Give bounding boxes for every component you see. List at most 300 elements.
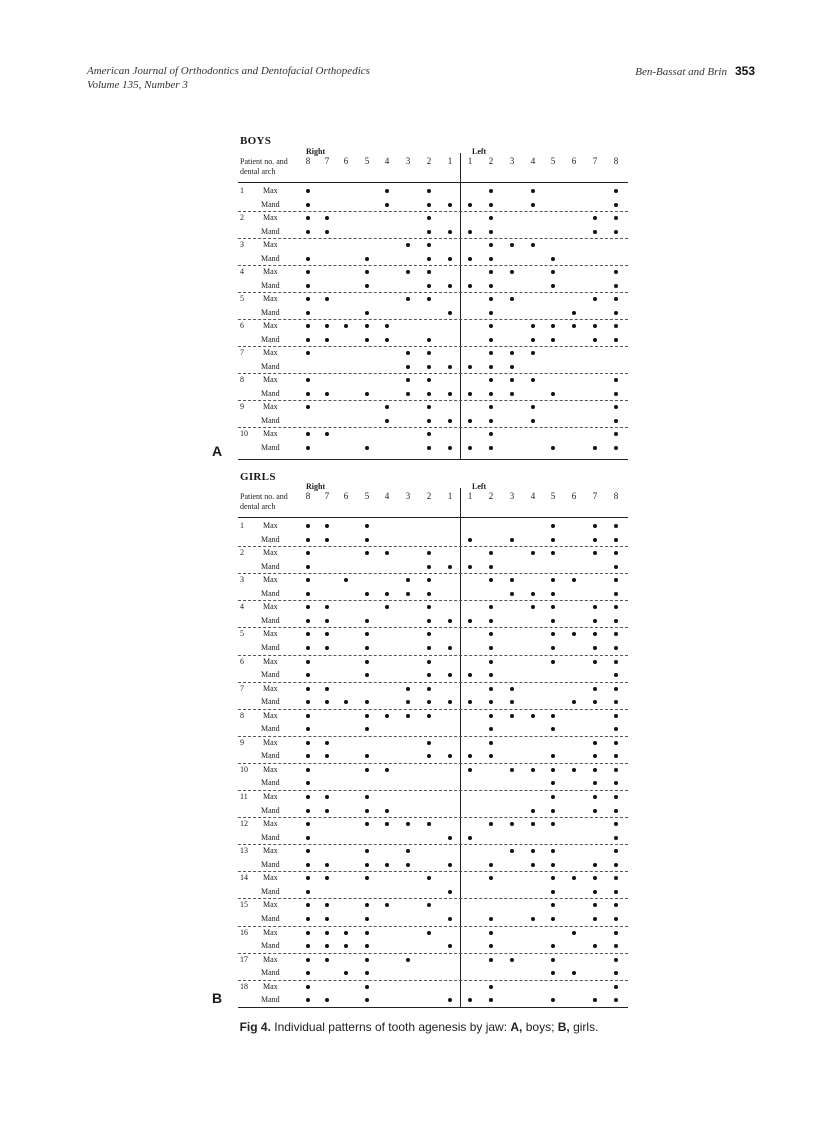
panel-b-agenesis-dot — [489, 917, 493, 921]
panel-a-agenesis-dot — [510, 243, 514, 247]
panel-b-patient-separator — [238, 600, 628, 601]
panel-b-agenesis-dot — [427, 876, 431, 880]
panel-b-agenesis-dot — [614, 660, 618, 664]
panel-b-agenesis-dot — [365, 795, 369, 799]
panel-a-patient-number: 7 — [240, 348, 244, 357]
panel-b-agenesis-dot — [448, 998, 452, 1002]
panel-b-agenesis-dot — [365, 849, 369, 853]
panel-b-agenesis-dot — [325, 700, 329, 704]
panel-b-agenesis-dot — [325, 944, 329, 948]
panel-b-agenesis-dot — [489, 741, 493, 745]
panel-a-agenesis-dot — [593, 216, 597, 220]
panel-a-arch-label-max: Max — [263, 321, 278, 330]
panel-b-agenesis-dot — [427, 619, 431, 623]
panel-a-agenesis-dot — [489, 432, 493, 436]
panel-b-agenesis-dot — [489, 605, 493, 609]
panel-a-patient-number: 5 — [240, 294, 244, 303]
panel-a-midline — [460, 153, 461, 459]
panel-a-agenesis-dot — [489, 311, 493, 315]
panel-b-patient-separator — [238, 763, 628, 764]
panel-b-agenesis-dot — [551, 998, 555, 1002]
panel-b-agenesis-dot — [551, 605, 555, 609]
panel-b-agenesis-dot — [325, 619, 329, 623]
panel-b-agenesis-dot — [468, 565, 472, 569]
panel-b-agenesis-dot — [427, 605, 431, 609]
panel-b-agenesis-dot — [510, 768, 514, 772]
panel-b-tooth-number: 1 — [467, 491, 473, 501]
panel-b-header-rule — [238, 517, 628, 518]
panel-a-agenesis-dot — [614, 203, 618, 207]
panel-b-agenesis-dot — [593, 551, 597, 555]
panel-b-patient-number: 4 — [240, 602, 244, 612]
panel-b-agenesis-dot — [406, 863, 410, 867]
panel-a-arch-label-mand: Mand — [261, 280, 280, 290]
panel-b-arch-label-mand: Mand — [261, 534, 280, 544]
panel-b-agenesis-dot — [306, 931, 310, 935]
panel-b-agenesis-dot — [306, 673, 310, 677]
panel-b-midline — [460, 488, 461, 1007]
panel-a-tooth-number: 3 — [405, 156, 411, 166]
panel-b-agenesis-dot — [489, 619, 493, 623]
panel-a-tooth-number: 7 — [592, 156, 598, 166]
panel-b-agenesis-dot — [593, 917, 597, 921]
panel-a-patient-separator — [238, 238, 628, 239]
panel-b-agenesis-dot — [325, 903, 329, 907]
panel-b-agenesis-dot — [448, 619, 452, 623]
panel-b-tooth-number: 8 — [305, 491, 311, 501]
panel-b-agenesis-dot — [593, 632, 597, 636]
caption-text: Individual patterns of tooth agenesis by jaw: — [270, 1020, 511, 1034]
panel-b-agenesis-dot — [385, 822, 389, 826]
panel-b-arch-label-max: Max — [263, 737, 278, 747]
panel-a-agenesis-dot — [531, 203, 535, 207]
panel-a-agenesis-dot — [531, 378, 535, 382]
panel-b-patient-number: 7 — [240, 683, 244, 693]
panel-a-agenesis-dot — [427, 419, 431, 423]
panel-b-agenesis-dot — [306, 578, 310, 582]
panel-b-agenesis-dot — [325, 687, 329, 691]
panel-b-agenesis-dot — [427, 754, 431, 758]
panel-b-agenesis-dot — [325, 632, 329, 636]
panel-b-letter: B — [212, 990, 223, 1006]
panel-a-agenesis-dot — [406, 243, 410, 247]
panel-b-arch-label-mand: Mand — [261, 588, 280, 598]
panel-a-agenesis-dot — [489, 405, 493, 409]
panel-a-arch-label-mand: Mand — [261, 199, 280, 209]
panel-b-agenesis-dot — [593, 754, 597, 758]
panel-a-agenesis-dot — [385, 419, 389, 423]
panel-b-agenesis-dot — [448, 646, 452, 650]
panel-a-tooth-number: 6 — [571, 156, 577, 166]
panel-a-head-label — [240, 157, 288, 177]
panel-b-agenesis-dot — [306, 795, 310, 799]
panel-b-agenesis-dot — [385, 605, 389, 609]
panel-b-agenesis-dot — [365, 551, 369, 555]
panel-b-agenesis-dot — [365, 985, 369, 989]
panel-b-patient-number: 5 — [240, 629, 244, 639]
panel-a-agenesis-dot — [551, 284, 555, 288]
panel-a-arch-label-mand: Mand — [261, 415, 280, 425]
panel-b-agenesis-dot — [306, 863, 310, 867]
panel-b-agenesis-dot — [385, 809, 389, 813]
panel-b-agenesis-dot — [551, 714, 555, 718]
panel-b-arch-label-max: Max — [263, 521, 278, 530]
panel-b-patient-number: 8 — [240, 710, 244, 720]
panel-b-arch-label-max: Max — [263, 602, 278, 612]
panel-b-right-label: Right — [306, 482, 326, 491]
panel-a-arch-label-mand: Mand — [261, 307, 280, 317]
panel-b-agenesis-dot — [593, 619, 597, 623]
panel-b-patient-separator — [238, 546, 628, 547]
panel-a-arch-label-max: Max — [263, 267, 278, 276]
panel-b-agenesis-dot — [427, 687, 431, 691]
panel-b-patient-number: 2 — [240, 548, 244, 558]
panel-b-agenesis-dot — [614, 714, 618, 718]
panel-b-patient-separator — [238, 736, 628, 737]
panel-b-agenesis-dot — [365, 700, 369, 704]
panel-a-agenesis-dot — [325, 216, 329, 220]
figure-caption — [0, 1020, 838, 1034]
panel-b-agenesis-dot — [614, 903, 618, 907]
panel-b-agenesis-dot — [365, 592, 369, 596]
panel-b-agenesis-dot — [365, 931, 369, 935]
panel-b-agenesis-dot — [365, 917, 369, 921]
panel-b-agenesis-dot — [510, 578, 514, 582]
panel-b-patient-separator — [238, 953, 628, 954]
panel-a-agenesis-dot — [427, 365, 431, 369]
panel-b-agenesis-dot — [593, 660, 597, 664]
panel-b-agenesis-dot — [614, 849, 618, 853]
running-header-right — [635, 64, 755, 79]
panel-b-agenesis-dot — [531, 822, 535, 826]
panel-b-agenesis-dot — [551, 754, 555, 758]
panel-a-agenesis-dot — [551, 392, 555, 396]
panel-a-agenesis-dot — [489, 324, 493, 328]
panel-b-agenesis-dot — [325, 917, 329, 921]
panel-b-agenesis-dot — [551, 768, 555, 772]
panel-b-agenesis-dot — [593, 538, 597, 542]
panel-b-tooth-number: 7 — [324, 491, 330, 501]
panel-b-patient-separator — [238, 980, 628, 981]
panel-b-agenesis-dot — [614, 944, 618, 948]
panel-b-agenesis-dot — [325, 863, 329, 867]
panel-b-agenesis-dot — [306, 741, 310, 745]
panel-a-patient-separator — [238, 346, 628, 347]
panel-a-agenesis-dot — [325, 432, 329, 436]
panel-b-agenesis-dot — [489, 958, 493, 962]
panel-a-agenesis-dot — [427, 243, 431, 247]
panel-a-agenesis-dot — [551, 270, 555, 274]
panel-b-agenesis-dot — [614, 700, 618, 704]
panel-b-agenesis-dot — [551, 578, 555, 582]
panel-b-agenesis-dot — [614, 971, 618, 975]
panel-a-head-label-line1: Patient no. and — [240, 157, 288, 166]
panel-a-arch-label-max: Max — [263, 186, 278, 195]
panel-b-agenesis-dot — [306, 944, 310, 948]
panel-a-agenesis-dot — [306, 311, 310, 315]
panel-a-agenesis-dot — [489, 392, 493, 396]
panel-a-agenesis-dot — [427, 446, 431, 450]
panel-a-agenesis-dot — [489, 257, 493, 261]
panel-b-arch-label-max: Max — [263, 764, 278, 774]
panel-b-arch-label-mand: Mand — [261, 642, 280, 652]
panel-b-agenesis-dot — [406, 958, 410, 962]
panel-b-arch-label-max: Max — [263, 710, 278, 720]
panel-b-agenesis-dot — [306, 958, 310, 962]
panel-a-agenesis-dot — [468, 284, 472, 288]
panel-b-agenesis-dot — [489, 944, 493, 948]
panel-a-tooth-number: 8 — [613, 156, 619, 166]
panel-b-agenesis-dot — [593, 809, 597, 813]
panel-b-agenesis-dot — [325, 958, 329, 962]
panel-a-agenesis-dot — [365, 311, 369, 315]
panel-b-agenesis-dot — [325, 538, 329, 542]
panel-a-patient-separator — [238, 400, 628, 401]
panel-b-tooth-number: 2 — [488, 491, 494, 501]
panel-b-agenesis-dot — [551, 538, 555, 542]
panel-b-patient-separator — [238, 627, 628, 628]
panel-b-agenesis-dot — [306, 971, 310, 975]
panel-b-agenesis-dot — [489, 565, 493, 569]
panel-b-agenesis-dot — [365, 727, 369, 731]
panel-a-agenesis-dot — [325, 297, 329, 301]
panel-a-agenesis-dot — [614, 446, 618, 450]
panel-b-agenesis-dot — [614, 605, 618, 609]
panel-a-patient-separator — [238, 427, 628, 428]
panel-a-agenesis-dot — [344, 324, 348, 328]
panel-b-agenesis-dot — [385, 768, 389, 772]
panel-b-patient-number: 10 — [240, 764, 248, 774]
panel-b-arch-label-max: Max — [263, 683, 278, 693]
panel-b-agenesis-dot — [448, 565, 452, 569]
panel-b-agenesis-dot — [448, 890, 452, 894]
panel-b-patient-number: 9 — [240, 737, 244, 747]
panel-b-agenesis-dot — [427, 903, 431, 907]
panel-b-agenesis-dot — [614, 985, 618, 989]
panel-a-arch-label-max: Max — [263, 213, 278, 222]
panel-b-agenesis-dot — [468, 538, 472, 542]
panel-a-agenesis-dot — [489, 216, 493, 220]
panel-b-agenesis-dot — [531, 592, 535, 596]
panel-b-patient-separator — [238, 898, 628, 899]
panel-b-agenesis-dot — [448, 754, 452, 758]
panel-a-agenesis-dot — [531, 405, 535, 409]
panel-a-agenesis-dot — [427, 405, 431, 409]
panel-b-head-label — [240, 492, 288, 512]
panel-a-agenesis-dot — [531, 324, 535, 328]
panel-b-agenesis-dot — [365, 673, 369, 677]
panel-b-agenesis-dot — [614, 687, 618, 691]
panel-b-agenesis-dot — [614, 741, 618, 745]
panel-b-agenesis-dot — [406, 822, 410, 826]
panel-a-agenesis-dot — [614, 216, 618, 220]
panel-a-agenesis-dot — [306, 297, 310, 301]
panel-a-agenesis-dot — [448, 392, 452, 396]
panel-b-agenesis-dot — [325, 998, 329, 1002]
panel-b-agenesis-dot — [510, 538, 514, 542]
panel-b-agenesis-dot — [306, 876, 310, 880]
panel-b-agenesis-dot — [427, 700, 431, 704]
panel-b-agenesis-dot — [593, 646, 597, 650]
panel-a-agenesis-dot — [325, 338, 329, 342]
panel-b-agenesis-dot — [325, 809, 329, 813]
panel-a-arch-label-mand: Mand — [261, 388, 280, 398]
panel-b-agenesis-dot — [489, 660, 493, 664]
panel-b-tooth-number: 2 — [426, 491, 432, 501]
panel-a-agenesis-dot — [306, 230, 310, 234]
panel-b-agenesis-dot — [344, 944, 348, 948]
panel-a-tooth-number: 8 — [305, 156, 311, 166]
panel-b-tooth-number: 6 — [571, 491, 577, 501]
panel-a-agenesis-dot — [489, 338, 493, 342]
panel-b-agenesis-dot — [406, 700, 410, 704]
panel-a-agenesis-dot — [614, 230, 618, 234]
panel-a-patient-number: 2 — [240, 213, 244, 222]
panel-a-tooth-number: 1 — [447, 156, 453, 166]
panel-b-agenesis-dot — [325, 754, 329, 758]
panel-b-agenesis-dot — [406, 592, 410, 596]
panel-b-agenesis-dot — [468, 836, 472, 840]
panel-b-agenesis-dot — [306, 849, 310, 853]
panel-b-agenesis-dot — [593, 998, 597, 1002]
panel-a-header-rule — [238, 182, 628, 183]
panel-b-arch-label-max: Max — [263, 819, 278, 829]
panel-b-agenesis-dot — [365, 538, 369, 542]
panel-b-arch-label-mand: Mand — [261, 832, 280, 842]
panel-b-arch-label-max: Max — [263, 575, 278, 585]
panel-a-arch-label-max: Max — [263, 429, 278, 438]
panel-b-agenesis-dot — [306, 687, 310, 691]
panel-b-head-label-line2: dental arch — [240, 502, 276, 511]
panel-a-tooth-number: 5 — [364, 156, 370, 166]
panel-b-agenesis-dot — [306, 619, 310, 623]
panel-a-agenesis-dot — [306, 216, 310, 220]
panel-a-agenesis-dot — [448, 203, 452, 207]
panel-b-agenesis-dot — [365, 809, 369, 813]
panel-b-agenesis-dot — [385, 592, 389, 596]
panel-a-agenesis-dot — [593, 297, 597, 301]
panel-b-patient-number: 18 — [240, 981, 248, 991]
panel-a-agenesis-dot — [551, 338, 555, 342]
panel-a-tooth-number: 2 — [488, 156, 494, 166]
panel-b-agenesis-dot — [325, 795, 329, 799]
panel-a-agenesis-dot — [406, 351, 410, 355]
panel-b-agenesis-dot — [427, 592, 431, 596]
panel-a-arch-label-mand: Mand — [261, 226, 280, 236]
panel-b-agenesis-dot — [468, 998, 472, 1002]
panel-a-agenesis-dot — [468, 446, 472, 450]
panel-b-arch-label-max: Max — [263, 548, 278, 558]
panel-a-agenesis-dot — [365, 446, 369, 450]
panel-b-agenesis-dot — [306, 646, 310, 650]
panel-b-agenesis-dot — [306, 822, 310, 826]
panel-a-agenesis-dot — [365, 257, 369, 261]
panel-b-agenesis-dot — [593, 687, 597, 691]
panel-a-agenesis-dot — [531, 351, 535, 355]
panel-b-agenesis-dot — [510, 592, 514, 596]
panel-b-patient-number: 3 — [240, 575, 244, 585]
panel-a-patient-separator — [238, 319, 628, 320]
panel-b-agenesis-dot — [427, 646, 431, 650]
page-number: 353 — [734, 64, 755, 78]
panel-a-agenesis-dot — [614, 392, 618, 396]
panel-b-tooth-number: 1 — [447, 491, 453, 501]
panel-a-agenesis-dot — [489, 270, 493, 274]
panel-a-patient-number: 4 — [240, 267, 244, 276]
panel-b-agenesis-dot — [448, 944, 452, 948]
panel-a-agenesis-dot — [468, 392, 472, 396]
panel-a-agenesis-dot — [427, 203, 431, 207]
panel-a-patient-number: 9 — [240, 402, 244, 411]
panel-a-agenesis-dot — [510, 297, 514, 301]
panel-b-agenesis-dot — [551, 822, 555, 826]
panel-b-agenesis-dot — [365, 876, 369, 880]
panel-b-agenesis-dot — [365, 714, 369, 718]
panel-b-arch-label-mand: Mand — [261, 751, 280, 761]
panel-b-arch-label-mand: Mand — [261, 859, 280, 869]
panel-a-agenesis-dot — [406, 392, 410, 396]
panel-b-agenesis-dot — [489, 985, 493, 989]
panel-a-agenesis-dot — [306, 338, 310, 342]
panel-b-agenesis-dot — [593, 795, 597, 799]
panel-b-agenesis-dot — [531, 714, 535, 718]
panel-b-agenesis-dot — [365, 822, 369, 826]
panel-b-arch-label-mand: Mand — [261, 615, 280, 625]
panel-b-agenesis-dot — [468, 768, 472, 772]
panel-a-agenesis-dot — [593, 230, 597, 234]
panel-b-agenesis-dot — [468, 700, 472, 704]
panel-b-agenesis-dot — [489, 578, 493, 582]
panel-b-agenesis-dot — [448, 700, 452, 704]
panel-b-agenesis-dot — [531, 768, 535, 772]
panel-a-head-label-line2: dental arch — [240, 167, 276, 176]
panel-a-agenesis-dot — [448, 311, 452, 315]
panel-a-agenesis-dot — [614, 284, 618, 288]
panel-b-agenesis-dot — [427, 551, 431, 555]
panel-b-agenesis-dot — [427, 660, 431, 664]
panel-b-agenesis-dot — [614, 822, 618, 826]
panel-b-agenesis-dot — [306, 768, 310, 772]
panel-b-agenesis-dot — [593, 781, 597, 785]
panel-b-agenesis-dot — [551, 890, 555, 894]
panel-b-agenesis-dot — [614, 592, 618, 596]
panel-b-agenesis-dot — [551, 863, 555, 867]
panel-a-agenesis-dot — [614, 297, 618, 301]
panel-a-agenesis-dot — [489, 284, 493, 288]
panel-b-agenesis-dot — [489, 687, 493, 691]
panel-b-agenesis-dot — [614, 551, 618, 555]
panel-a-agenesis-dot — [510, 378, 514, 382]
caption-text-b: girls. — [569, 1020, 599, 1034]
panel-a-patient-separator — [238, 373, 628, 374]
panel-a-agenesis-dot — [306, 257, 310, 261]
caption-text-a: boys; — [522, 1020, 558, 1034]
authors: Ben-Bassat and Brin — [635, 66, 727, 78]
panel-b-agenesis-dot — [385, 863, 389, 867]
panel-a-patient-separator — [238, 211, 628, 212]
panel-a-agenesis-dot — [427, 392, 431, 396]
panel-b-agenesis-dot — [468, 754, 472, 758]
panel-b-tooth-number: 3 — [509, 491, 515, 501]
panel-b-agenesis-dot — [489, 876, 493, 880]
panel-b-agenesis-dot — [551, 876, 555, 880]
panel-b-agenesis-dot — [427, 741, 431, 745]
panel-b-agenesis-dot — [614, 524, 618, 528]
panel-b-agenesis-dot — [593, 741, 597, 745]
panel-b-agenesis-dot — [365, 903, 369, 907]
panel-a-agenesis-dot — [427, 378, 431, 382]
panel-b-agenesis-dot — [614, 795, 618, 799]
